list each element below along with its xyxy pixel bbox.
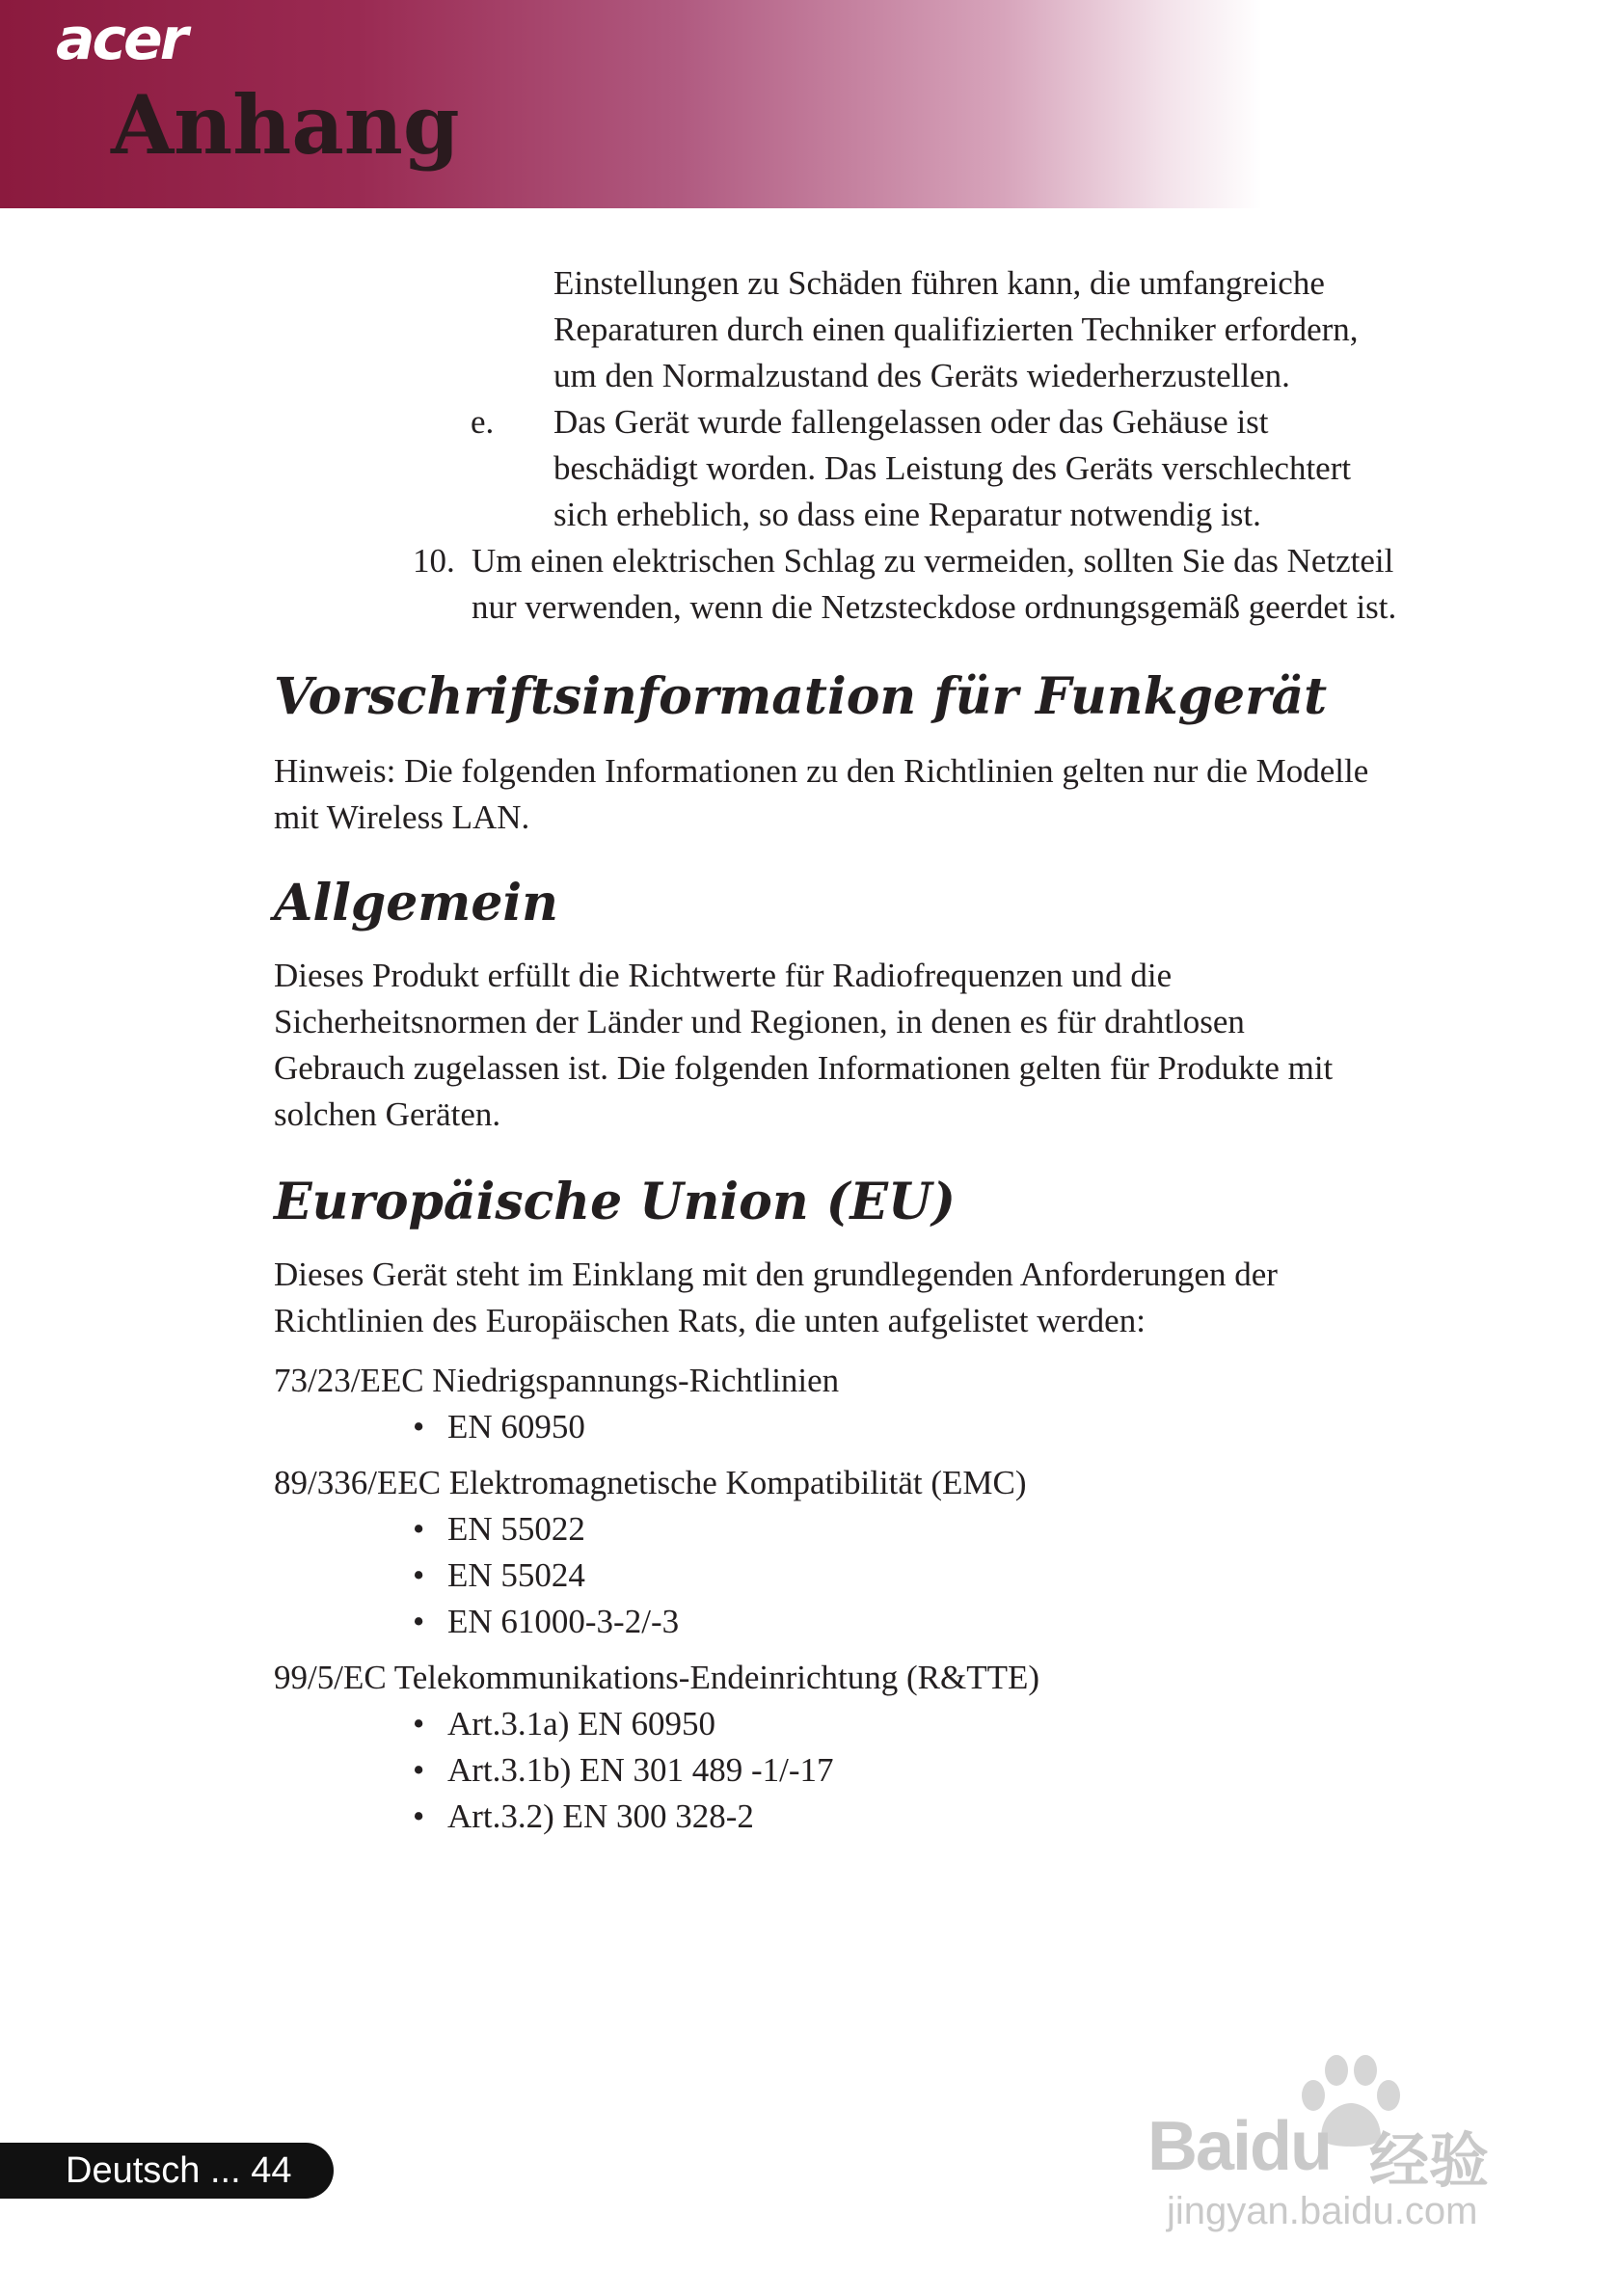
paragraph-line: Hinweis: Die folgenden Informationen zu den Richtlinien gelten nur die Modelle [274, 752, 1369, 790]
standard-label: EN 61000-3-2/-3 [447, 1603, 680, 1640]
continuation-line: um den Normalzustand des Geräts wiederherzustellen. [553, 357, 1290, 394]
paragraph-line: Dieses Produkt erfüllt die Richtwerte für Radiofrequenzen und die [274, 957, 1173, 994]
acer-logo: acer [56, 6, 186, 73]
bullet-dot: • [413, 1797, 425, 1835]
bullet-item [413, 1506, 585, 1553]
paragraph-line: Richtlinien des Europäischen Rats, die unten aufgelistet werden: [274, 1302, 1146, 1339]
section-heading-eu: Europäische Union (EU) [274, 1173, 956, 1231]
directive-title: 73/23/EEC Niedrigspannungs-Richtlinien [274, 1362, 840, 1399]
directive-title: 99/5/EC Telekommunikations-Endeinrichtung (R&TTE) [274, 1659, 1039, 1696]
list-marker-10: 10. [413, 542, 455, 580]
standard-label: Art.3.2) EN 300 328-2 [447, 1797, 754, 1835]
bullet-item [413, 1553, 585, 1599]
item-e-line: sich erheblich, so dass eine Reparatur notwendig ist. [553, 496, 1261, 533]
paragraph-line: mit Wireless LAN. [274, 798, 530, 836]
bullet-dot: • [413, 1751, 425, 1789]
item-10-line: nur verwenden, wenn die Netzsteckdose ordnungsgemäß geerdet ist. [472, 588, 1397, 626]
standard-label: EN 55024 [447, 1556, 585, 1594]
standard-label: Art.3.1b) EN 301 489 -1/-17 [447, 1751, 834, 1789]
bullet-dot: • [413, 1408, 425, 1445]
bullet-item [413, 1404, 585, 1450]
watermark-brand-cn: 经验 [1369, 2128, 1490, 2195]
bullet-dot: • [413, 1556, 425, 1594]
paragraph-line: Sicherheitsnormen der Länder und Regionen, in denen es für drahtlosen [274, 1003, 1245, 1040]
baidu-watermark [1147, 2049, 1533, 2242]
section-heading-general: Allgemein [274, 874, 558, 932]
standard-label: EN 60950 [447, 1408, 585, 1445]
continuation-line: Reparaturen durch einen qualifizierten Techniker erfordern, [553, 311, 1359, 348]
page-number-label: Deutsch ... 44 [66, 2150, 292, 2191]
watermark-brand: Baidu [1147, 2108, 1332, 2185]
bullet-dot: • [413, 1603, 425, 1640]
paragraph-line: Dieses Gerät steht im Einklang mit den grundlegenden Anforderungen der [274, 1256, 1278, 1293]
bullet-dot: • [413, 1705, 425, 1742]
directive-title: 89/336/EEC Elektromagnetische Kompatibilität (EMC) [274, 1464, 1027, 1501]
item-10-line: Um einen elektrischen Schlag zu vermeiden, sollten Sie das Netzteil [472, 542, 1394, 580]
item-e-line: beschädigt worden. Das Leistung des Geräts verschlechtert [553, 449, 1352, 487]
paragraph-line: Gebrauch zugelassen ist. Die folgenden Informationen gelten für Produkte mit [274, 1049, 1334, 1087]
standard-label: EN 55022 [447, 1510, 585, 1548]
bullet-dot: • [413, 1510, 425, 1548]
paragraph-line: solchen Geräten. [274, 1095, 501, 1133]
continuation-line: Einstellungen zu Schäden führen kann, die umfangreiche [553, 264, 1325, 302]
watermark-url: jingyan.baidu.com [1167, 2190, 1478, 2232]
bullet-item [413, 1599, 679, 1645]
standard-label: Art.3.1a) EN 60950 [447, 1705, 716, 1742]
chapter-title: Anhang [111, 77, 460, 173]
section-heading-radio: Vorschriftsinformation für Funkgerät [274, 667, 1328, 726]
bullet-item [413, 1794, 754, 1840]
item-e-line: Das Gerät wurde fallengelassen oder das Gehäuse ist [553, 403, 1269, 441]
list-marker-e: e. [471, 403, 495, 441]
page-header-band [0, 0, 1618, 208]
bullet-item [413, 1747, 834, 1794]
bullet-item [413, 1701, 715, 1747]
